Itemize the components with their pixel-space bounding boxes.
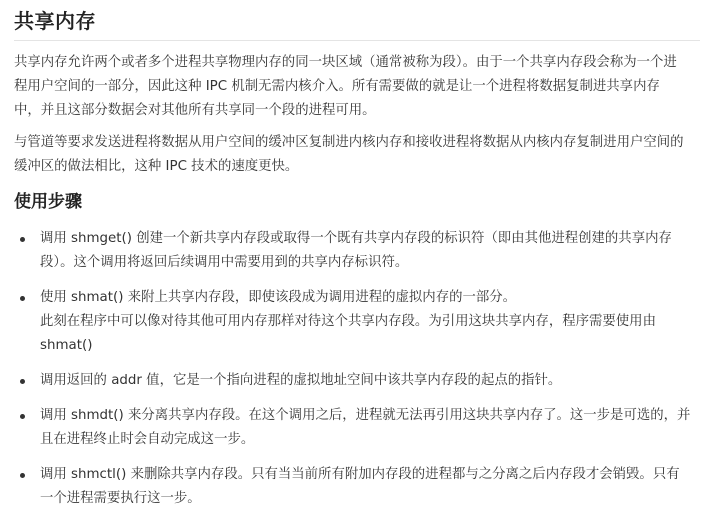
- intro-paragraph-2-line: 与管道等要求发送进程将数据从用户空间的缓冲区复制进内核内存和接收进程将数据从内核内存复制进用户空间的: [14, 135, 684, 150]
- list-item-line: 调用 shmget() 创建一个新共享内存段或取得一个既有共享内存段的标识符（即由其他进程创建的共享内存: [40, 231, 672, 246]
- intro-paragraph-2: [14, 131, 700, 179]
- list-item: [14, 369, 700, 393]
- intro-paragraph-1-line: 程用户空间的一部分，因此这种 IPC 机制无需内核介入。所有需要做的就是让一个进程将数据复制进共享内存: [14, 79, 660, 94]
- bullet-icon: [20, 296, 25, 301]
- intro-paragraph-2-line: 缓冲区的做法相比，这种 IPC 技术的速度更快。: [14, 159, 299, 174]
- list-item-line: 一个进程需要执行这一步。: [40, 491, 201, 506]
- list-item-line: 调用返回的 addr 值，它是一个指向进程的虚拟地址空间中该共享内存段的起点的指针。: [40, 373, 562, 388]
- list-item-line: 调用 shmctl() 来删除共享内存段。只有当当前所有附加内存段的进程都与之分离之后内存段才会销毁。只有: [40, 467, 680, 482]
- bullet-icon: [20, 237, 25, 242]
- intro-paragraph-1-line: 共享内存允许两个或者多个进程共享物理内存的同一块区域（通常被称为段）。由于一个共享内存段会称为一个进: [14, 55, 677, 70]
- list-item: [14, 286, 700, 358]
- bullet-icon: [20, 473, 25, 478]
- list-item-line: shmat(): [40, 338, 93, 353]
- bullet-icon: [20, 379, 25, 384]
- list-item-line: 使用 shmat() 来附上共享内存段，即使该段成为调用进程的虚拟内存的一部分。: [40, 290, 517, 305]
- list-item: [14, 463, 700, 511]
- list-item-line: 且在进程终止时会自动完成这一步。: [40, 432, 255, 447]
- title-divider: [14, 40, 700, 41]
- steps-list: [14, 227, 700, 511]
- page-title: 共享内存: [14, 9, 96, 33]
- list-item-line: 此刻在程序中可以像对待其他可用内存那样对待这个共享内存段。为引用这块共享内存，程序需要使用由: [40, 314, 656, 329]
- list-item: [14, 404, 700, 452]
- section-heading: 使用步骤: [14, 192, 82, 212]
- list-item-line: 段）。这个调用将返回后续调用中需要用到的共享内存标识符。: [40, 255, 409, 270]
- intro-paragraph-1: [14, 51, 700, 123]
- list-item-line: 调用 shmdt() 来分离共享内存段。在这个调用之后，进程就无法再引用这块共享内存了。这一步是可选的，并: [40, 408, 691, 423]
- bullet-icon: [20, 414, 25, 419]
- intro-paragraph-1-line: 中，并且这部分数据会对其他所有共享同一个段的进程可用。: [14, 103, 376, 118]
- list-item: [14, 227, 700, 275]
